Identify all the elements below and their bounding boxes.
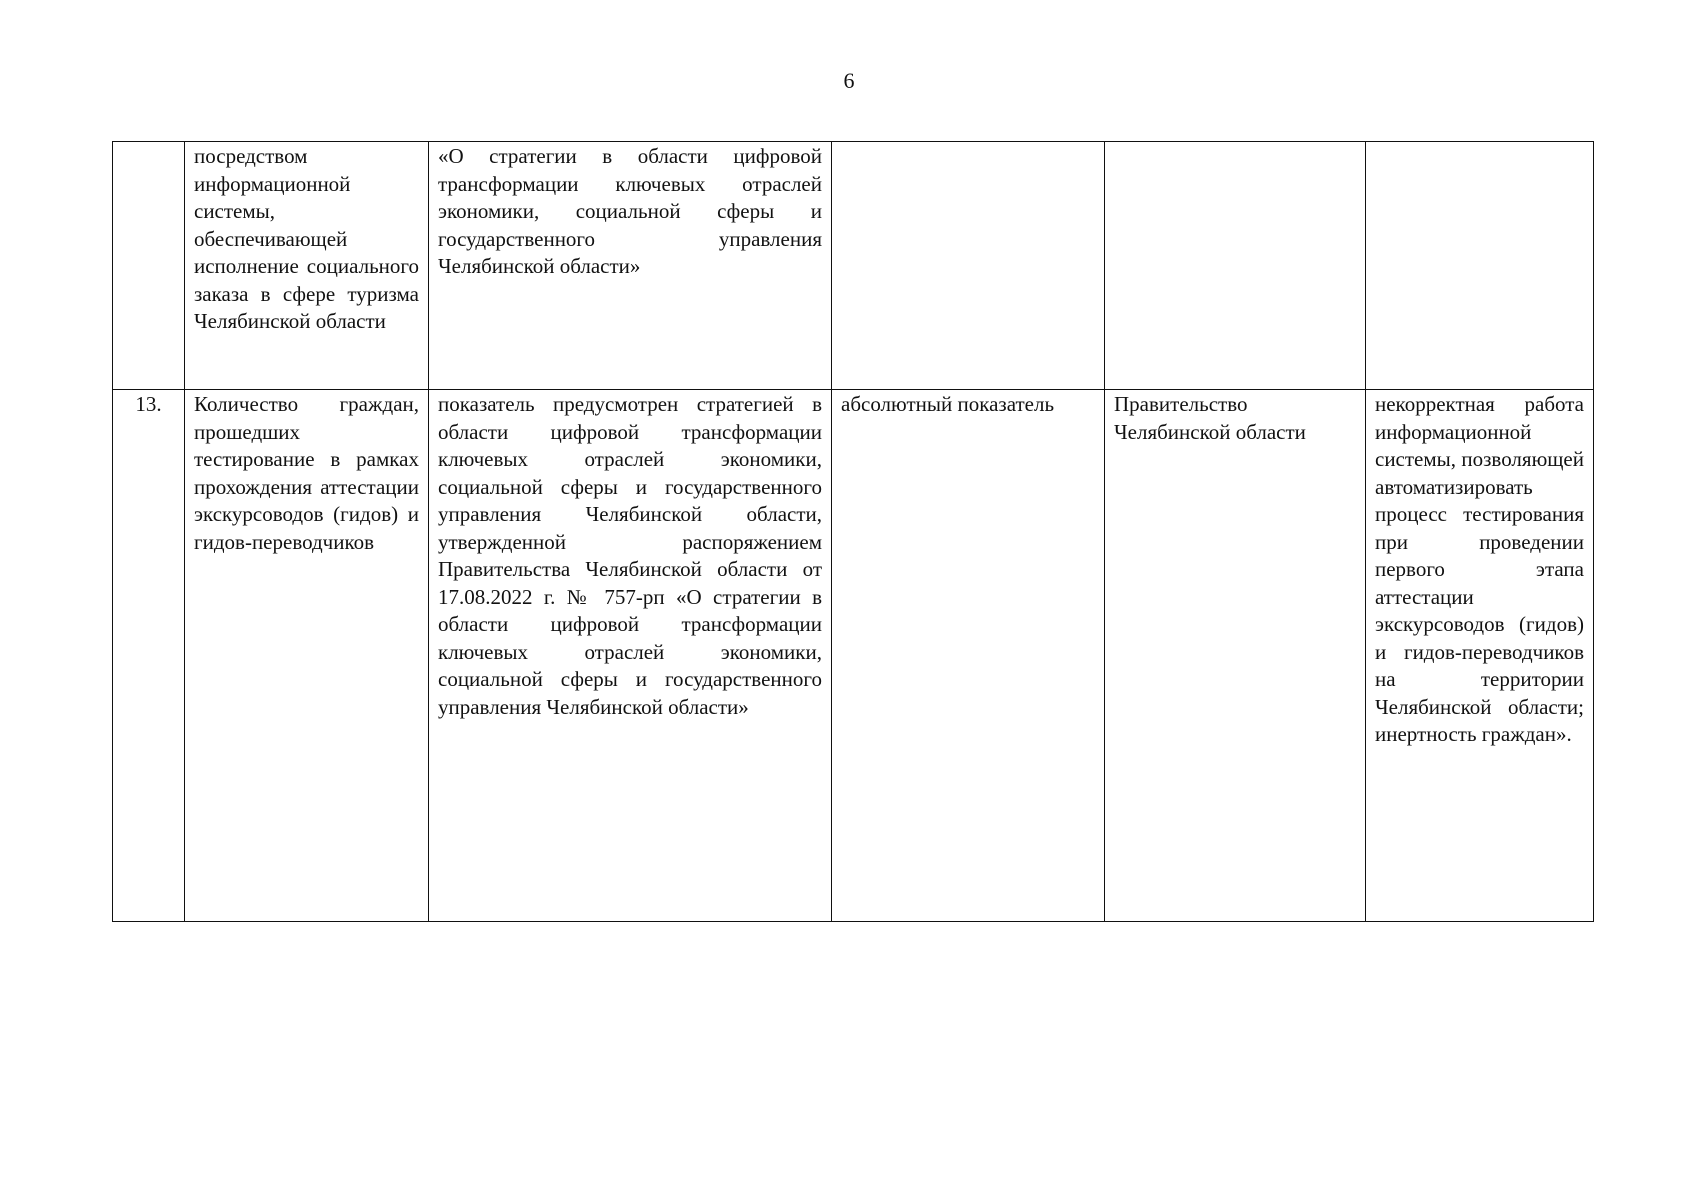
page-number: 6 <box>843 68 855 93</box>
responsible-body-cell <box>1105 142 1366 390</box>
table-row <box>113 390 1594 922</box>
risks-cell: некорректная работа информационной системы, позволяющей автоматизировать процесс тестирования при проведении первого этапа аттестации экскурсоводов (гидов) и гидов-переводчиков на территории Челябинской области; инертность граждан». <box>1366 390 1594 922</box>
row-number-cell <box>113 142 185 390</box>
indicator-source-cell: показатель предусмотрен стратегией в области цифровой трансформации ключевых отраслей экономики, социальной сферы и государственного управления Челябинской области, утвержденной распоряжением Правительства Челябинской области от 17.08.2022 г. № 757-рп «О стратегии в области цифровой трансформации ключевых отраслей экономики, социальной сферы и государственного управления Челябинской области» <box>429 390 832 922</box>
indicator-type-cell <box>832 142 1105 390</box>
indicator-source-cell: «О стратегии в области цифровой трансформации ключевых отраслей экономики, социальной сферы и государственного управления Челябинской области» <box>429 142 832 390</box>
responsible-body-cell: Правительство Челябинской области <box>1105 390 1366 922</box>
indicator-name-cell: Количество граждан, прошедших тестирование в рамках прохождения аттестации экскурсоводов (гидов) и гидов-переводчиков <box>185 390 429 922</box>
indicators-table <box>112 141 1594 922</box>
table-row <box>113 142 1594 390</box>
risks-cell <box>1366 142 1594 390</box>
row-number-cell: 13. <box>113 390 185 922</box>
indicator-name-cell: посредством информационной системы, обеспечивающей исполнение социального заказа в сфере туризма Челябинской области <box>185 142 429 390</box>
indicator-type-cell: абсолютный показатель <box>832 390 1105 922</box>
